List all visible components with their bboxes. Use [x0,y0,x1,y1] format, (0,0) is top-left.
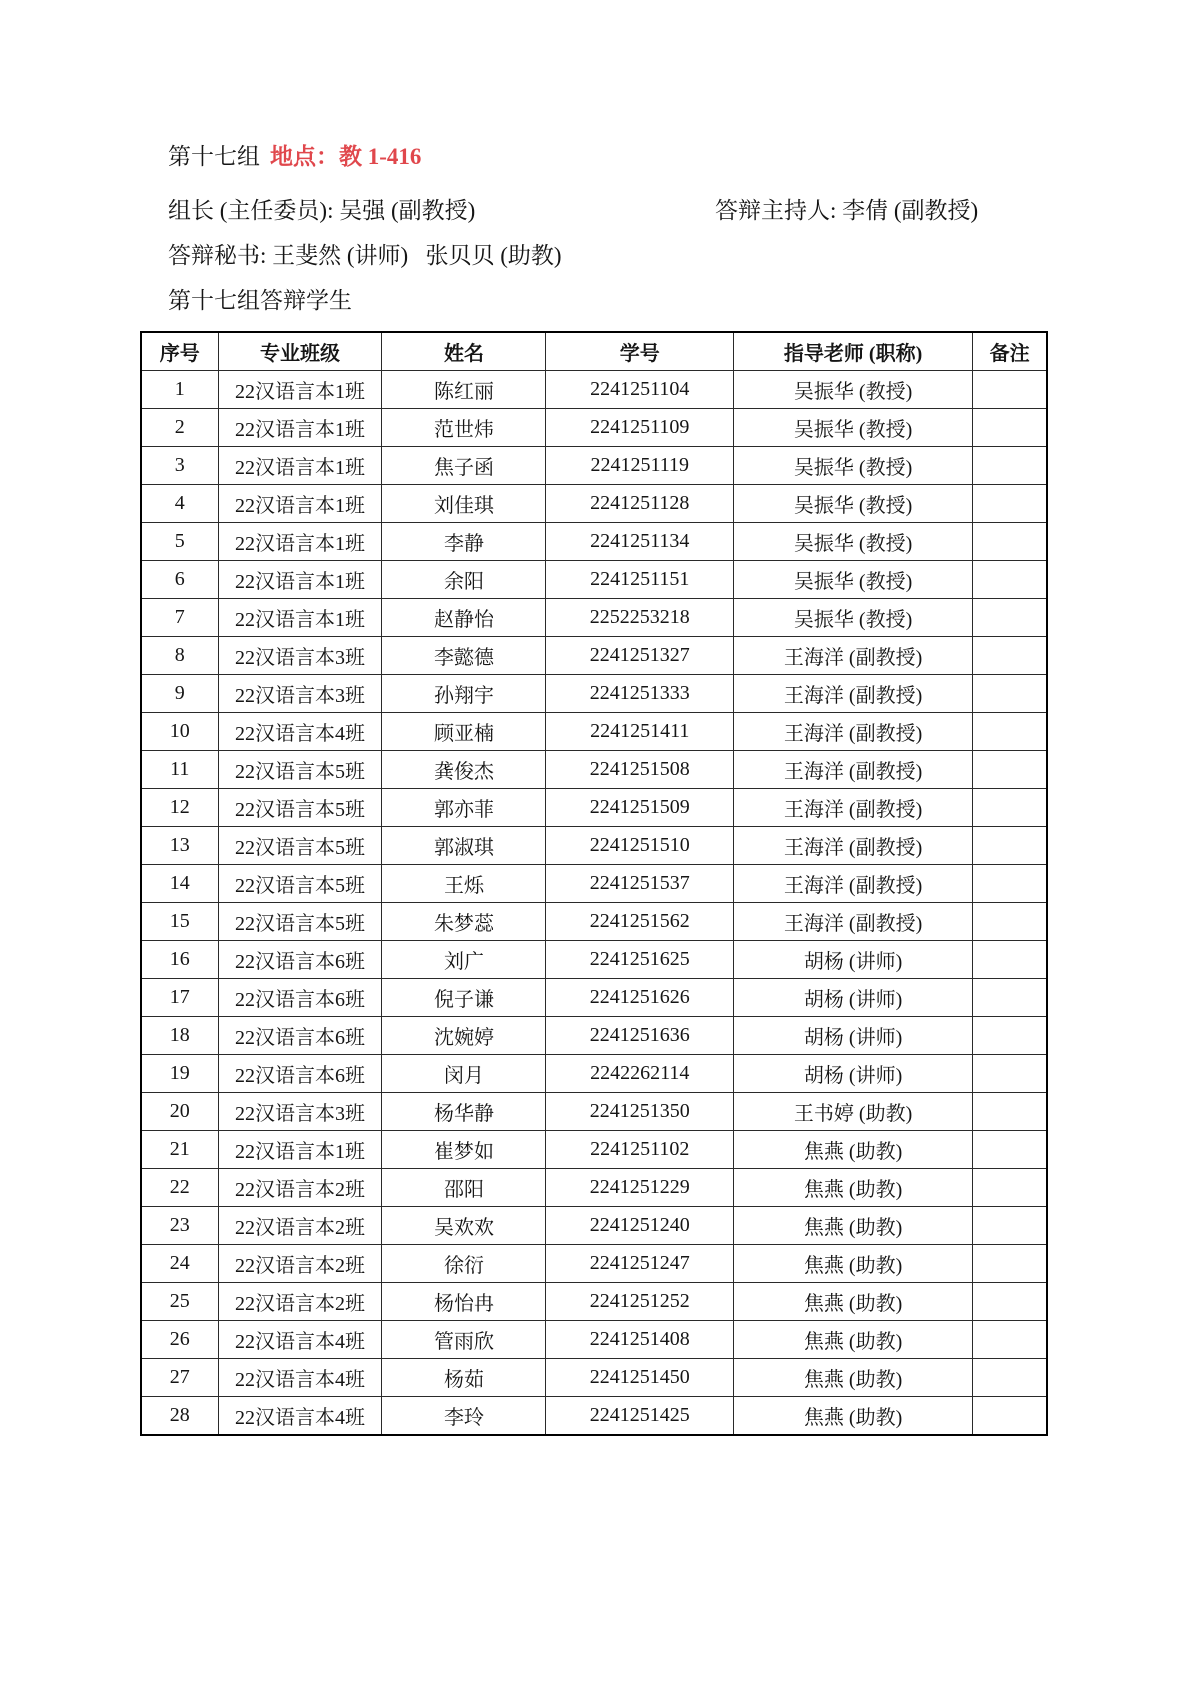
table-row [141,371,1047,409]
cell-student-id: 2241251509 [546,789,734,827]
cell-student-id: 2241251252 [546,1283,734,1321]
table-row [141,903,1047,941]
cell-advisor: 焦燕 (助教) [734,1397,973,1436]
cell-class: 22汉语言本2班 [218,1169,382,1207]
cell-index: 22 [141,1169,218,1207]
cell-index: 17 [141,979,218,1017]
cell-name: 崔梦如 [382,1131,546,1169]
table-row [141,789,1047,827]
defense-host-text: 答辩主持人: 李倩 (副教授) [715,198,979,223]
table-header-row [141,332,1047,371]
cell-index: 21 [141,1131,218,1169]
cell-index: 23 [141,1207,218,1245]
chair-line [168,197,1190,225]
cell-class: 22汉语言本4班 [218,1359,382,1397]
cell-class: 22汉语言本1班 [218,485,382,523]
cell-class: 22汉语言本1班 [218,1131,382,1169]
header-name: 姓名 [382,332,546,371]
cell-index: 6 [141,561,218,599]
cell-class: 22汉语言本3班 [218,1093,382,1131]
table-row [141,523,1047,561]
cell-advisor: 焦燕 (助教) [734,1283,973,1321]
cell-class: 22汉语言本1班 [218,371,382,409]
cell-student-id: 2241251510 [546,827,734,865]
cell-student-id: 2241251104 [546,371,734,409]
cell-index: 1 [141,371,218,409]
cell-advisor: 王海洋 (副教授) [734,675,973,713]
table-row [141,1245,1047,1283]
cell-remark [973,713,1047,751]
cell-class: 22汉语言本1班 [218,447,382,485]
table-row [141,561,1047,599]
header-index: 序号 [141,332,218,371]
cell-advisor: 王海洋 (副教授) [734,865,973,903]
table-caption: 第十七组答辩学生 [168,288,352,313]
table-row [141,979,1047,1017]
table-row [141,637,1047,675]
table-row [141,1093,1047,1131]
cell-name: 刘佳琪 [382,485,546,523]
cell-name: 徐衍 [382,1245,546,1283]
table-row [141,1359,1047,1397]
cell-remark [973,1245,1047,1283]
cell-class: 22汉语言本3班 [218,675,382,713]
table-row [141,941,1047,979]
cell-student-id: 2241251247 [546,1245,734,1283]
cell-remark [973,979,1047,1017]
cell-class: 22汉语言本5班 [218,903,382,941]
cell-class: 22汉语言本5班 [218,865,382,903]
cell-name: 陈红丽 [382,371,546,409]
cell-class: 22汉语言本6班 [218,1017,382,1055]
cell-advisor: 王海洋 (副教授) [734,789,973,827]
cell-student-id: 2241251102 [546,1131,734,1169]
table-row [141,1207,1047,1245]
cell-advisor: 胡杨 (讲师) [734,1055,973,1093]
cell-advisor: 吴振华 (教授) [734,409,973,447]
cell-class: 22汉语言本1班 [218,599,382,637]
cell-remark [973,903,1047,941]
cell-name: 龚俊杰 [382,751,546,789]
cell-student-id: 2241251508 [546,751,734,789]
cell-student-id: 2241251128 [546,485,734,523]
cell-index: 18 [141,1017,218,1055]
cell-student-id: 2241251626 [546,979,734,1017]
header-remark: 备注 [973,332,1047,371]
cell-index: 5 [141,523,218,561]
cell-name: 焦子函 [382,447,546,485]
cell-advisor: 吴振华 (教授) [734,447,973,485]
cell-student-id: 2241251636 [546,1017,734,1055]
cell-remark [973,1131,1047,1169]
cell-class: 22汉语言本5班 [218,789,382,827]
header-student-id: 学号 [546,332,734,371]
table-row [141,675,1047,713]
defense-students-table [140,331,1048,1436]
cell-advisor: 王书婷 (助教) [734,1093,973,1131]
cell-name: 刘广 [382,941,546,979]
cell-index: 12 [141,789,218,827]
cell-name: 杨茹 [382,1359,546,1397]
cell-remark [973,789,1047,827]
cell-advisor: 王海洋 (副教授) [734,637,973,675]
cell-class: 22汉语言本1班 [218,409,382,447]
cell-student-id: 2242262114 [546,1055,734,1093]
cell-student-id: 2241251411 [546,713,734,751]
cell-advisor: 胡杨 (讲师) [734,941,973,979]
cell-index: 9 [141,675,218,713]
cell-name: 邵阳 [382,1169,546,1207]
table-row [141,1283,1047,1321]
table-row [141,1131,1047,1169]
cell-name: 孙翔宇 [382,675,546,713]
cell-remark [973,941,1047,979]
cell-class: 22汉语言本5班 [218,827,382,865]
table-row [141,751,1047,789]
cell-student-id: 2241251562 [546,903,734,941]
cell-remark [973,523,1047,561]
cell-index: 15 [141,903,218,941]
cell-student-id: 2241251425 [546,1397,734,1436]
cell-remark [973,1359,1047,1397]
cell-name: 李玲 [382,1397,546,1436]
cell-name: 王烁 [382,865,546,903]
cell-name: 李静 [382,523,546,561]
cell-remark [973,1055,1047,1093]
cell-student-id: 2241251240 [546,1207,734,1245]
cell-index: 8 [141,637,218,675]
cell-advisor: 王海洋 (副教授) [734,827,973,865]
cell-class: 22汉语言本2班 [218,1283,382,1321]
cell-student-id: 2241251327 [546,637,734,675]
table-row [141,599,1047,637]
cell-remark [973,1321,1047,1359]
table-row [141,1321,1047,1359]
secretary-line: 答辩秘书: 王斐然 (讲师) 张贝贝 (助教) [168,243,562,268]
cell-index: 7 [141,599,218,637]
cell-advisor: 王海洋 (副教授) [734,713,973,751]
cell-class: 22汉语言本6班 [218,979,382,1017]
cell-student-id: 2241251333 [546,675,734,713]
cell-index: 4 [141,485,218,523]
cell-advisor: 焦燕 (助教) [734,1321,973,1359]
cell-index: 26 [141,1321,218,1359]
cell-advisor: 焦燕 (助教) [734,1245,973,1283]
cell-name: 杨怡冉 [382,1283,546,1321]
cell-class: 22汉语言本4班 [218,1397,382,1436]
group-leader-text: 组长 (主任委员): 吴强 (副教授) [168,198,476,223]
header-advisor: 指导老师 (职称) [734,332,973,371]
cell-name: 郭亦菲 [382,789,546,827]
cell-remark [973,637,1047,675]
cell-index: 27 [141,1359,218,1397]
cell-class: 22汉语言本4班 [218,713,382,751]
cell-index: 25 [141,1283,218,1321]
cell-name: 杨华静 [382,1093,546,1131]
cell-class: 22汉语言本5班 [218,751,382,789]
cell-advisor: 吴振华 (教授) [734,523,973,561]
cell-remark [973,561,1047,599]
cell-advisor: 焦燕 (助教) [734,1207,973,1245]
cell-remark [973,1207,1047,1245]
cell-remark [973,751,1047,789]
cell-remark [973,827,1047,865]
cell-name: 李懿德 [382,637,546,675]
cell-class: 22汉语言本2班 [218,1207,382,1245]
header-class: 专业班级 [218,332,382,371]
cell-index: 3 [141,447,218,485]
table-body [141,371,1047,1436]
cell-remark [973,1283,1047,1321]
cell-student-id: 2241251229 [546,1169,734,1207]
group-title-line [168,143,1190,171]
table-row [141,447,1047,485]
location-label: 地点：教 1-416 [270,144,422,169]
cell-advisor: 胡杨 (讲师) [734,1017,973,1055]
cell-student-id: 2252253218 [546,599,734,637]
cell-student-id: 2241251151 [546,561,734,599]
cell-class: 22汉语言本1班 [218,561,382,599]
cell-class: 22汉语言本6班 [218,1055,382,1093]
cell-name: 余阳 [382,561,546,599]
cell-advisor: 吴振华 (教授) [734,371,973,409]
cell-name: 沈婉婷 [382,1017,546,1055]
cell-index: 10 [141,713,218,751]
cell-student-id: 2241251450 [546,1359,734,1397]
cell-student-id: 2241251134 [546,523,734,561]
cell-advisor: 胡杨 (讲师) [734,979,973,1017]
cell-student-id: 2241251408 [546,1321,734,1359]
cell-advisor: 吴振华 (教授) [734,561,973,599]
cell-index: 28 [141,1397,218,1436]
cell-name: 范世炜 [382,409,546,447]
cell-name: 倪子谦 [382,979,546,1017]
cell-advisor: 王海洋 (副教授) [734,903,973,941]
table-row [141,485,1047,523]
cell-advisor: 焦燕 (助教) [734,1169,973,1207]
cell-index: 19 [141,1055,218,1093]
cell-index: 13 [141,827,218,865]
table-row [141,1055,1047,1093]
cell-remark [973,675,1047,713]
cell-remark [973,599,1047,637]
cell-remark [973,1093,1047,1131]
table-row [141,1169,1047,1207]
cell-index: 14 [141,865,218,903]
cell-class: 22汉语言本1班 [218,523,382,561]
cell-index: 24 [141,1245,218,1283]
group-title: 第十七组 [168,144,260,169]
cell-name: 管雨欣 [382,1321,546,1359]
cell-index: 11 [141,751,218,789]
cell-student-id: 2241251537 [546,865,734,903]
cell-student-id: 2241251119 [546,447,734,485]
cell-student-id: 2241251350 [546,1093,734,1131]
cell-student-id: 2241251625 [546,941,734,979]
cell-name: 闵月 [382,1055,546,1093]
cell-class: 22汉语言本3班 [218,637,382,675]
cell-remark [973,447,1047,485]
cell-remark [973,1017,1047,1055]
cell-advisor: 焦燕 (助教) [734,1359,973,1397]
table-row [141,827,1047,865]
table-row [141,865,1047,903]
cell-name: 吴欢欢 [382,1207,546,1245]
cell-remark [973,1397,1047,1436]
cell-advisor: 吴振华 (教授) [734,485,973,523]
cell-class: 22汉语言本2班 [218,1245,382,1283]
cell-name: 朱梦蕊 [382,903,546,941]
cell-remark [973,1169,1047,1207]
cell-student-id: 2241251109 [546,409,734,447]
cell-index: 2 [141,409,218,447]
cell-advisor: 吴振华 (教授) [734,599,973,637]
table-row [141,713,1047,751]
cell-remark [973,485,1047,523]
cell-remark [973,409,1047,447]
cell-remark [973,865,1047,903]
table-row [141,1017,1047,1055]
table-row [141,1397,1047,1436]
table-row [141,409,1047,447]
cell-name: 顾亚楠 [382,713,546,751]
cell-remark [973,371,1047,409]
cell-advisor: 王海洋 (副教授) [734,751,973,789]
cell-class: 22汉语言本6班 [218,941,382,979]
cell-class: 22汉语言本4班 [218,1321,382,1359]
cell-index: 16 [141,941,218,979]
cell-name: 郭淑琪 [382,827,546,865]
cell-name: 赵静怡 [382,599,546,637]
cell-index: 20 [141,1093,218,1131]
cell-advisor: 焦燕 (助教) [734,1131,973,1169]
